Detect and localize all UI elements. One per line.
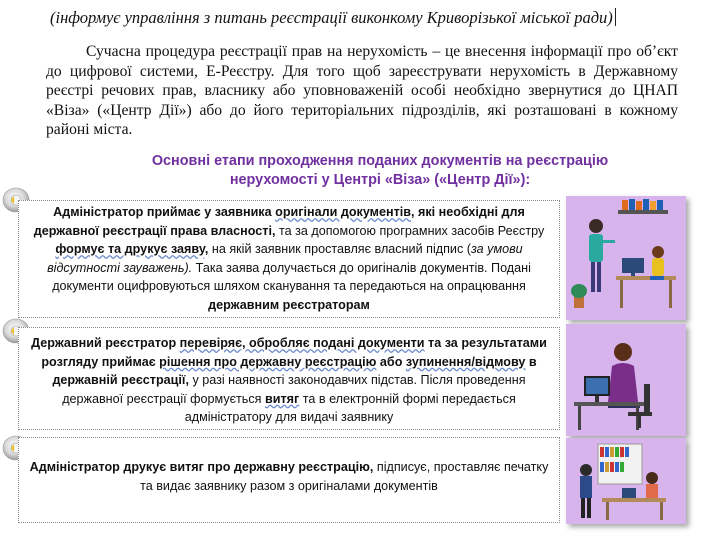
step-1-text: , які необхідні для державної реєстрації права власності, [33,205,525,238]
step-3-box [18,437,560,523]
step-1-text: Адміністратор приймає у заявника [53,205,276,219]
step-2-text: зупинення/відмову [405,354,526,369]
registrar-at-computer-icon [566,324,686,436]
step-1-text: оригінали документів [275,205,412,219]
step-1-box [18,200,560,318]
step-2-text: витяг [265,391,300,406]
step-2-text: Державний реєстратор [31,336,180,350]
step-1-text: та за допомогою програмних засобів Реєстру [275,223,545,238]
header-subtitle: (інформує управління з питань реєстрації виконкому Криворізької міської ради) [50,8,670,28]
step-1-text: Така заява долучається до оригіналів документів. Подані документи оцифровуються шляхом сканування та передаються на опрацювання [52,260,531,294]
text-cursor [615,8,616,26]
administrator-issuing-documents-illustration [566,438,686,524]
intro-paragraph: Сучасна процедура реєстрації прав на нерухомість – це внесення інформації про об’єкт до цифрової системи, Е-Реєстру. Для того щоб зареєструвати нерухомість в Державному реєстрі речових прав, власнику або уповноваженій особі необхідно звернутися до ЦНАП «Віза» («Центр Дії») або до його територіальних підрозділів, які розташовані в кожному районі міста. [46,43,678,139]
stages-title [60,152,700,190]
step-2-text: рішення про державну реєстрацію [159,354,377,369]
office-reception-icon [566,196,686,320]
step-2-text: та за результатами розгляду приймає [41,336,547,369]
step-1-text: на якій заявник проставляє власний підпис ( [208,242,471,257]
step-3-text: Адміністратор друкує витяг про державну реєстрацію, [29,460,374,474]
registrar-at-computer-illustration [566,324,686,436]
step-1-text: державним реєстраторам [208,297,370,312]
step-2-text: у разі наявності законодавчих підстав. Після проведення державної реєстрації формується [62,373,526,406]
stages-title-line-1: Основні етапи проходження поданих документів на реєстрацію [151,153,609,169]
step-2-text: та в електронній формі передається адміністратору для видачі заявнику [184,391,516,425]
step-2-box [18,327,560,430]
step-2-text: перевіряє, обробляє подані документи [179,336,425,350]
step-2-text: в державній реєстрації, [52,354,537,388]
administrator-issuing-documents-icon [566,438,686,524]
step-2-text: або [376,354,406,369]
step-3-text: підписує, проставляє печатку та видає заявнику разом з оригіналами документів [140,460,549,493]
stages-title-line-2: нерухомості у Центрі «Віза» («Центр Дії»): [229,172,531,188]
step-1-text: за умови відсутності зауважень). [47,242,523,275]
office-reception-illustration [566,196,686,320]
step-1-text: формує та друкує заяву, [55,242,209,257]
